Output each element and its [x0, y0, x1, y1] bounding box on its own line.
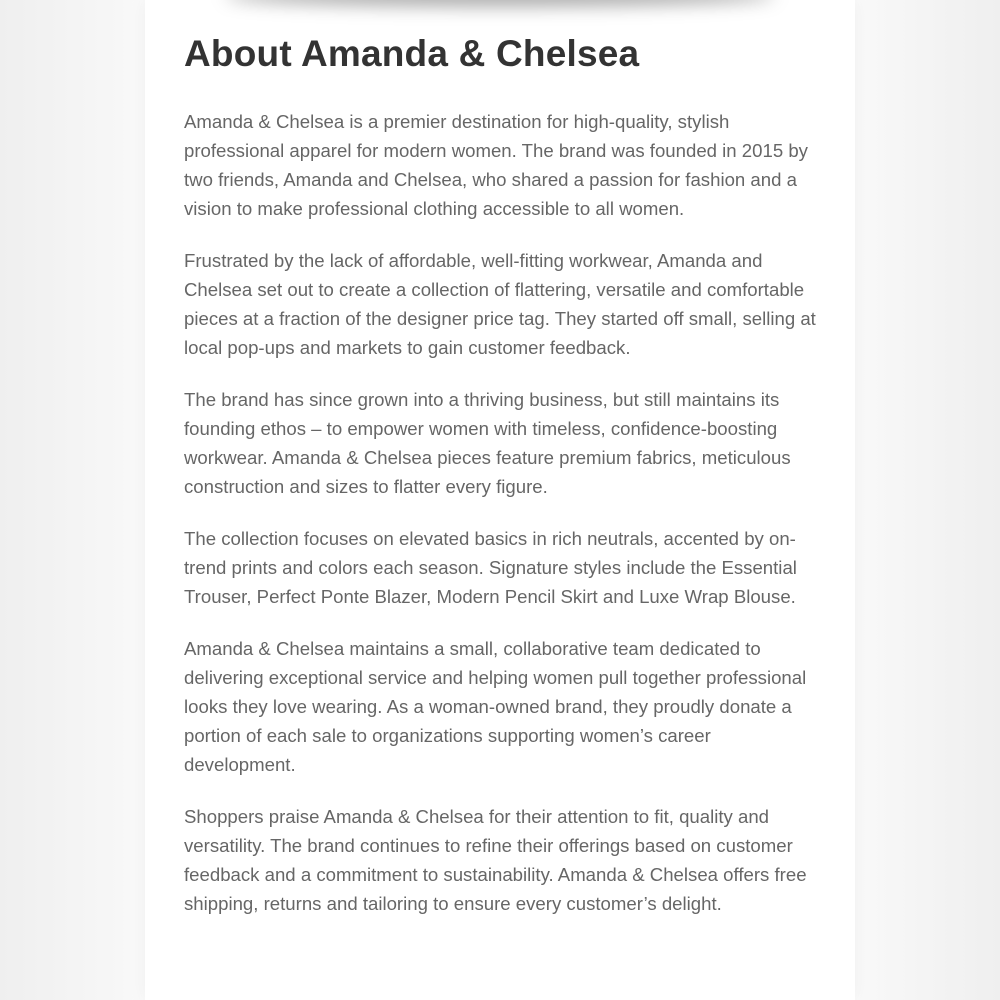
paragraph-collection: The collection focuses on elevated basics in rich neutrals, accented by on-trend prints and colors each season. Signature styles include the Essential Trouser, Perfect Ponte Blazer, Modern Pencil Skirt and Luxe Wrap Blouse. — [184, 528, 797, 607]
paragraph-team: Amanda & Chelsea maintains a small, collaborative team dedicated to delivering exceptional service and helping women pull together professional looks they love wearing. As a woman-owned brand, they proudly donate a portion of each sale to organizations supporting women’s career development. — [184, 638, 807, 775]
paragraph-shoppers: Shoppers praise Amanda & Chelsea for their attention to fit, quality and versatility. The brand continues to refine their offerings based on customer feedback and a commitment to sustainability. Amanda & Chelsea offers free shipping, returns and tailoring to ensure every customer’s delight. — [184, 806, 807, 914]
page-title: About Amanda & Chelsea — [184, 33, 640, 74]
document-page — [145, 0, 855, 1000]
paragraph-origin: Frustrated by the lack of affordable, well-fitting workwear, Amanda and Chelsea set out to create a collection of flattering, versatile and comfortable pieces at a fraction of the designer price tag. They started off small, selling at local pop-ups and markets to gain customer feedback. — [184, 250, 816, 358]
paragraph-founding: Amanda & Chelsea is a premier destination for high-quality, stylish professional apparel for modern women. The brand was founded in 2015 by two friends, Amanda and Chelsea, who shared a passion for fashion and a vision to make professional clothing accessible to all women. — [184, 111, 808, 219]
article-content — [184, 34, 824, 941]
paragraph-ethos: The brand has since grown into a thriving business, but still maintains its founding ethos – to empower women with timeless, confidence-boosting workwear. Amanda & Chelsea pieces feature premium fabrics, meticulous construction and sizes to flatter every figure. — [184, 389, 791, 497]
